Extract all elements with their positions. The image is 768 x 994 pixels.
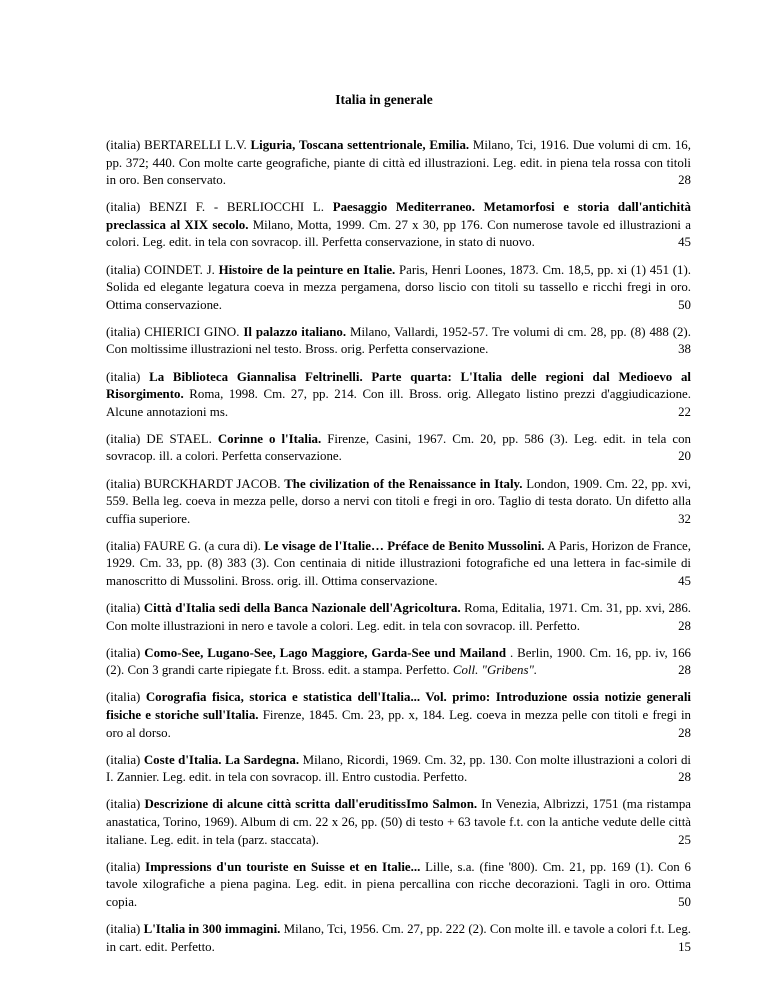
catalog-entry <box>106 199 691 252</box>
entry-category: (italia) <box>106 200 141 215</box>
entry-details: Lille, s.a. (fine '800). Cm. 21, pp. 169 (1). Con 6 tavole xilografiche a piena pagina. Leg. edit. in piena percallina con ricche decorazioni. Tagli in oro. Ottima copia. <box>106 859 692 909</box>
catalog-entry <box>106 476 691 529</box>
catalog-entry <box>106 262 691 315</box>
entry-price: 45 <box>678 573 691 588</box>
entry-title: Liguria, Toscana settentrionale, Emilia. <box>250 138 470 152</box>
entry-title: Le visage de l'Italie… Préface de Benito Mussolini. <box>264 538 545 553</box>
entry-price: 50 <box>678 297 691 312</box>
entry-details: Milano, Vallardi, 1952-57. Tre volumi di cm. 28, pp. (8) 488 (2). Con moltissime illustrazioni nel testo. Bross. orig. Perfetta conservazione. <box>106 324 691 357</box>
catalog-entry <box>106 369 691 422</box>
entry-title: Descrizione di alcune città scritta dall'eruditissImo Salmon. <box>144 797 478 812</box>
catalog-entry <box>106 538 691 591</box>
catalog-entries <box>106 137 691 966</box>
catalog-entry <box>106 137 691 190</box>
catalog-entry <box>106 689 691 742</box>
entry-category: (italia) <box>106 645 141 660</box>
entry-details: Roma, Editalia, 1971. Cm. 31, pp. xvi, 286. Con molte illustrazioni in nero e tavole a colori. Leg. edit. in tela con sovracop. ill. Perfetto. <box>106 601 692 633</box>
entry-title: Coste d'Italia. La Sardegna. <box>143 752 300 767</box>
entry-category: (italia) <box>106 921 141 936</box>
entry-details: . Berlin, 1900. Cm. 16, pp. iv, 166 (2). Con 3 grandi carte ripiegate f.t. Bross. edit. a stampa. Perfetto. <box>106 645 691 678</box>
catalog-entry <box>106 921 691 956</box>
entry-details: Milano, Ricordi, 1969. Cm. 32, pp. 130. Con molte illustrazioni a colori di I. Zannier. Leg. edit. in tela con sovracop. ill. Entro custodia. Perfetto. <box>106 752 691 785</box>
entry-price: 22 <box>678 404 691 419</box>
entry-price: 28 <box>678 618 691 633</box>
entry-price: 28 <box>678 770 691 785</box>
entry-category: (italia) <box>106 797 141 812</box>
entry-price: 50 <box>678 894 691 909</box>
entry-details: A Paris, Horizon de France, 1929. Cm. 33, pp. (8) 383 (3). Con centinaia di nitide illustrazioni fotografiche ed una lettera in fac-simile di manoscritto di Mussolini. Bross. orig. ill. Ottima conservazione. <box>106 538 691 588</box>
entry-title: The civilization of the Renaissance in Italy. <box>284 476 523 491</box>
entry-title: Paesaggio Mediterraneo. Metamorfosi e storia dall'antichità preclassica al XIX secolo. <box>106 200 691 232</box>
entry-title: Il palazzo italiano. <box>243 324 347 339</box>
entry-title: L'Italia in 300 immagini. <box>143 921 281 936</box>
entry-title: Corinne o l'Italia. <box>217 431 322 446</box>
catalog-entry <box>106 431 691 466</box>
entry-author: BENZI F. - BERLIOCCHI L. <box>149 200 324 215</box>
catalog-entry <box>106 600 691 635</box>
catalog-entry <box>106 859 691 912</box>
entry-category: (italia) <box>106 859 141 874</box>
entry-category: (italia) <box>106 690 141 705</box>
entry-details: Milano, Tci, 1916. Due volumi di cm. 16, pp. 372; 440. Con molte carte geografiche, piante di città ed illustrazioni. Leg. edit. in piena tela rossa con titoli in oro. Ben conservato. <box>106 138 691 188</box>
entry-price: 15 <box>678 939 691 954</box>
catalog-entry <box>106 324 691 359</box>
entry-title: Città d'Italia sedi della Banca Nazionale dell'Agricoltura. <box>143 601 461 616</box>
entry-details: Paris, Henri Loones, 1873. Cm. 18,5, pp. xi (1) 451 (1). Solida ed elegante legatura coeva in mezza pergamena, dorso liscio con titoli su tassello e ricchi fregi in oro. Ottima conservazione. <box>106 262 691 312</box>
entry-category: (italia) <box>106 369 141 384</box>
entry-details: Milano, Motta, 1999. Cm. 27 x 30, pp 176. Con numerose tavole ed illustrazioni a colori. Leg. edit. in tela con sovracop. ill. Perfetta conservazione, in stato di nuovo. <box>106 217 691 250</box>
entry-price: 32 <box>678 511 691 526</box>
entry-details: Firenze, 1845. Cm. 23, pp. x, 184. Leg. coeva in mezza pelle con titoli e fregi in oro al dorso. <box>106 708 691 740</box>
entry-details: In Venezia, Albrizzi, 1751 (ma ristampa anastatica, Torino, 1969). Album di cm. 22 x 26, pp. (50) di testo + 63 tavole f.t. con la antiche vedute delle città italiane. Leg. edit. in tela (parz. staccata). <box>106 797 691 847</box>
entry-author: CHIERICI GINO. <box>144 324 240 339</box>
entry-author: COINDET. J. <box>144 262 215 277</box>
entry-title: Impressions d'un touriste en Suisse et en Italie... <box>145 859 421 874</box>
entry-details: London, 1909. Cm. 22, pp. xvi, 559. Bella leg. coeva in mezza pelle, dorso a nervi con titoli e fregi in oro. Taglio di testa dorato. Un difetto alla cuffia superiore. <box>106 476 691 526</box>
entry-author: DE STAEL. <box>146 431 212 446</box>
entry-details: Milano, Tci, 1956. Cm. 27, pp. 222 (2). Con molte ill. e tavole a colori f.t. Leg. in cart. edit. Perfetto. <box>106 921 691 954</box>
entry-category: (italia) <box>106 324 141 339</box>
entry-category: (italia) <box>106 601 141 616</box>
entry-category: (italia) <box>106 138 141 152</box>
catalog-entry <box>106 796 691 849</box>
catalog-entry <box>106 752 691 787</box>
entry-price: 20 <box>678 449 691 464</box>
entry-author: FAURE G. (a cura di). <box>143 538 261 553</box>
entry-price: 28 <box>678 663 691 678</box>
entry-category: (italia) <box>106 262 141 277</box>
entry-title: Histoire de la peinture en Italie. <box>218 262 396 277</box>
entry-price: 28 <box>678 725 691 740</box>
entry-category: (italia) <box>106 752 141 767</box>
entry-author: BERTARELLI L.V. <box>144 138 247 152</box>
entry-category: (italia) <box>106 538 141 553</box>
entry-collection: Coll. "Gribens". <box>452 663 538 678</box>
page-title: Italia in generale <box>335 92 433 107</box>
entry-category: (italia) <box>106 476 141 491</box>
entry-details: Roma, 1998. Cm. 27, pp. 214. Con ill. Bross. orig. Allegato listino prezzi d'aggiudicazione. Alcune annotazioni ms. <box>106 387 691 419</box>
entry-category: (italia) <box>106 431 141 446</box>
entry-price: 38 <box>678 342 691 357</box>
entry-price: 25 <box>678 832 691 847</box>
entry-price: 45 <box>678 235 691 250</box>
entry-title: La Biblioteca Giannalisa Feltrinelli. Parte quarta: L'Italia delle regioni dal Medioevo al Risorgimento. <box>106 369 691 402</box>
entry-title: Como-See, Lugano-See, Lago Maggiore, Garda-See und Mailand <box>144 645 507 660</box>
entry-price: 28 <box>678 173 691 188</box>
catalog-entry <box>106 645 691 680</box>
entry-title: Corografia fisica, storica e statistica dell'Italia... Vol. primo: Introduzione ossia notizie generali fisiche e storiche sull'Italia. <box>106 690 691 723</box>
entry-details: Firenze, Casini, 1967. Cm. 20, pp. 586 (3). Leg. edit. in tela con sovracop. ill. a colori. Perfetta conservazione. <box>106 431 692 464</box>
entry-author: BURCKHARDT JACOB. <box>144 476 281 491</box>
